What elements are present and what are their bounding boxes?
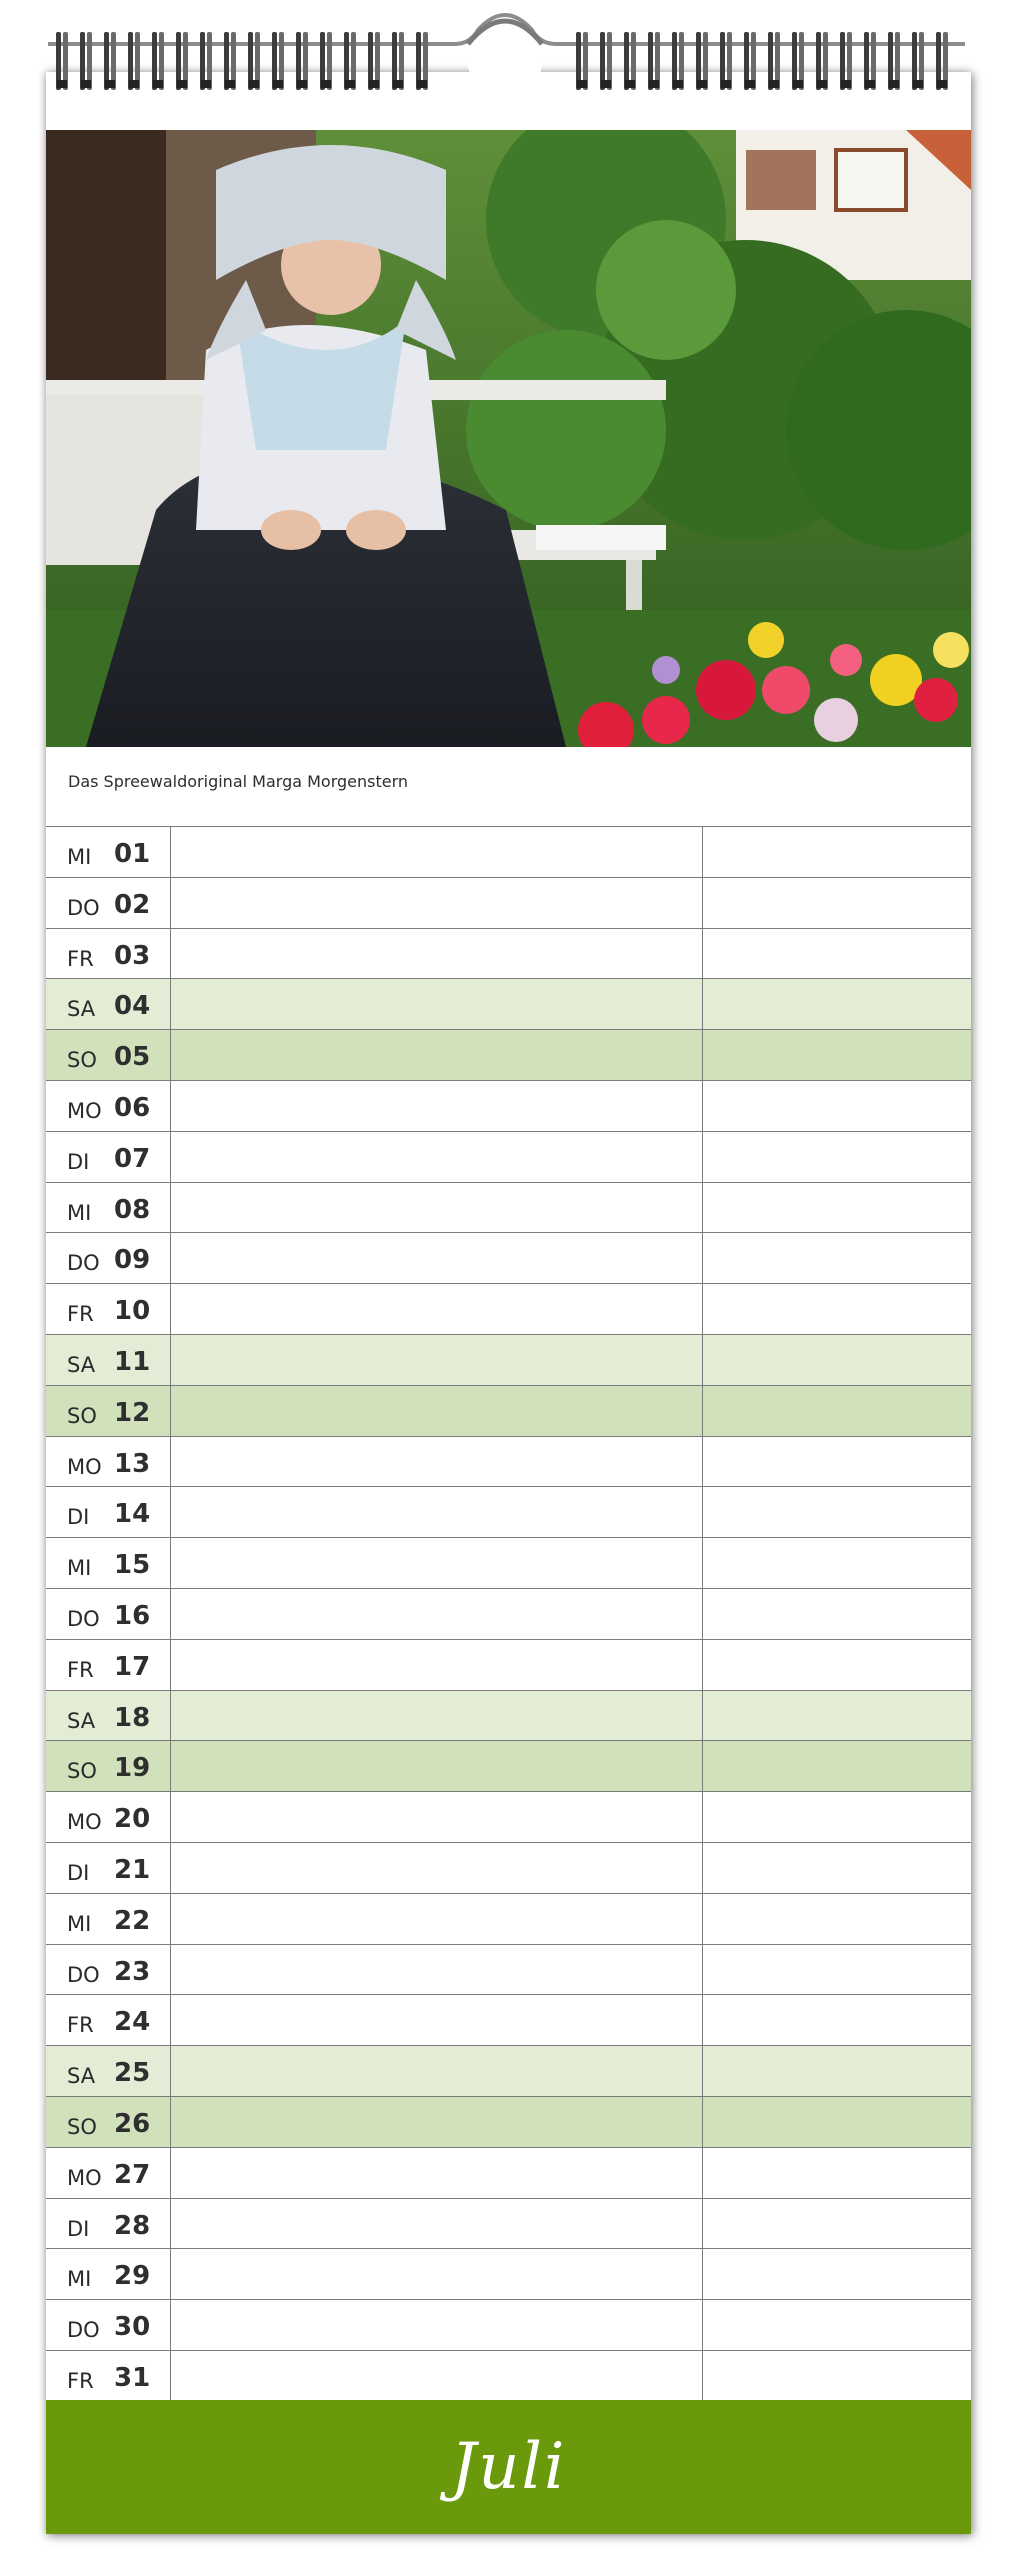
spiral-coil — [176, 32, 188, 90]
day-row — [46, 1538, 971, 1589]
weekday-label: SA — [67, 2064, 96, 2089]
weekday-label: DI — [67, 2216, 90, 2241]
day-number: 02 — [114, 889, 151, 920]
day-number: 03 — [114, 940, 151, 971]
day-number: 20 — [114, 1804, 151, 1835]
extra-notes-cell — [703, 1081, 971, 1131]
day-row — [46, 1183, 971, 1234]
spiral-coil — [248, 32, 260, 90]
day-number: 12 — [114, 1397, 151, 1428]
day-label-cell — [46, 1081, 171, 1131]
day-label-cell — [46, 2249, 171, 2299]
spiral-coil — [80, 32, 92, 90]
spiral-coil — [720, 32, 732, 90]
day-label-cell — [46, 1030, 171, 1080]
notes-cell — [171, 1792, 703, 1842]
calendar-photo — [46, 130, 971, 747]
weekday-label: SO — [67, 1048, 97, 1073]
day-number: 05 — [114, 1042, 151, 1073]
day-row — [46, 2199, 971, 2250]
extra-notes-cell — [703, 1792, 971, 1842]
spiral-coil — [936, 32, 948, 90]
spiral-coil — [912, 32, 924, 90]
day-number: 15 — [114, 1550, 151, 1581]
spiral-coil — [224, 32, 236, 90]
day-row — [46, 2249, 971, 2300]
day-row — [46, 2148, 971, 2199]
day-number: 01 — [114, 839, 151, 869]
day-row — [46, 1386, 971, 1437]
day-row — [46, 1843, 971, 1894]
day-label-cell — [46, 1894, 171, 1944]
calendar-page — [46, 72, 971, 2534]
weekday-label: DO — [67, 895, 100, 920]
weekday-label: MI — [67, 1911, 92, 1936]
day-label-cell — [46, 1843, 171, 1893]
weekday-label: DI — [67, 1505, 90, 1530]
day-row — [46, 1589, 971, 1640]
weekday-label: DO — [67, 2318, 100, 2343]
day-row — [46, 1945, 971, 1996]
spiral-coil — [368, 32, 380, 90]
notes-cell — [171, 979, 703, 1029]
extra-notes-cell — [703, 979, 971, 1029]
day-number: 27 — [114, 2159, 151, 2190]
day-label-cell — [46, 1691, 171, 1741]
weekday-label: MI — [67, 845, 92, 869]
weekday-label: MI — [67, 2267, 92, 2292]
day-number: 19 — [114, 1753, 151, 1784]
spiral-coil — [272, 32, 284, 90]
day-row — [46, 1081, 971, 1132]
extra-notes-cell — [703, 2351, 971, 2401]
day-row — [46, 1335, 971, 1386]
day-row — [46, 929, 971, 980]
day-label-cell — [46, 929, 171, 979]
weekday-label: SA — [67, 1352, 96, 1377]
notes-cell — [171, 1843, 703, 1893]
extra-notes-cell — [703, 1538, 971, 1588]
notes-cell — [171, 2148, 703, 2198]
extra-notes-cell — [703, 929, 971, 979]
extra-notes-cell — [703, 1741, 971, 1791]
extra-notes-cell — [703, 2046, 971, 2096]
day-row — [46, 1741, 971, 1792]
notes-cell — [171, 929, 703, 979]
notes-cell — [171, 1995, 703, 2045]
day-row — [46, 2097, 971, 2148]
day-row — [46, 1487, 971, 1538]
notes-cell — [171, 1183, 703, 1233]
weekday-label: FR — [67, 946, 94, 971]
day-label-cell — [46, 1335, 171, 1385]
day-label-cell — [46, 2097, 171, 2147]
weekday-label: MO — [67, 1454, 102, 1479]
spiral-coil — [200, 32, 212, 90]
weekday-label: SO — [67, 2114, 97, 2139]
day-number: 04 — [114, 991, 151, 1022]
extra-notes-cell — [703, 1640, 971, 1690]
day-row — [46, 2300, 971, 2351]
notes-cell — [171, 1894, 703, 1944]
day-label-cell — [46, 1132, 171, 1182]
weekday-label: DO — [67, 1251, 100, 1276]
extra-notes-cell — [703, 2199, 971, 2249]
spiral-coil — [696, 32, 708, 90]
day-label-cell — [46, 979, 171, 1029]
extra-notes-cell — [703, 2249, 971, 2299]
notes-cell — [171, 878, 703, 928]
notes-cell — [171, 1538, 703, 1588]
notes-cell — [171, 1640, 703, 1690]
weekday-label: DO — [67, 1606, 100, 1631]
day-label-cell — [46, 2046, 171, 2096]
notes-cell — [171, 1233, 703, 1283]
spiral-coil — [576, 32, 588, 90]
day-row — [46, 1233, 971, 1284]
notes-cell — [171, 2351, 703, 2401]
notes-cell — [171, 1437, 703, 1487]
extra-notes-cell — [703, 1437, 971, 1487]
day-label-cell — [46, 1589, 171, 1639]
notes-cell — [171, 1284, 703, 1334]
spiral-coil — [672, 32, 684, 90]
day-label-cell — [46, 1233, 171, 1283]
day-number: 07 — [114, 1143, 151, 1174]
spiral-coil — [128, 32, 140, 90]
spiral-coil — [392, 32, 404, 90]
month-title: Juli — [450, 2430, 567, 2504]
notes-cell — [171, 1691, 703, 1741]
day-row — [46, 1284, 971, 1335]
extra-notes-cell — [703, 1589, 971, 1639]
day-row — [46, 1995, 971, 2046]
spiral-coil — [888, 32, 900, 90]
extra-notes-cell — [703, 1386, 971, 1436]
day-number: 23 — [114, 1956, 151, 1987]
day-number: 14 — [114, 1499, 151, 1530]
spiral-coil — [840, 32, 852, 90]
extra-notes-cell — [703, 1691, 971, 1741]
spiral-coil — [792, 32, 804, 90]
spiral-coil — [56, 32, 68, 90]
extra-notes-cell — [703, 1284, 971, 1334]
notes-cell — [171, 1030, 703, 1080]
weekday-label: FR — [67, 2368, 94, 2393]
notes-cell — [171, 1487, 703, 1537]
notes-cell — [171, 2199, 703, 2249]
weekday-label: SA — [67, 1708, 96, 1733]
weekday-label: MI — [67, 1200, 92, 1225]
spiral-coil — [600, 32, 612, 90]
day-label-cell — [46, 1487, 171, 1537]
day-number: 30 — [114, 2312, 151, 2343]
day-row — [46, 1132, 971, 1183]
day-label-cell — [46, 2351, 171, 2401]
extra-notes-cell — [703, 1945, 971, 1995]
spiral-coil — [152, 32, 164, 90]
calendar-grid — [46, 826, 971, 2402]
day-label-cell — [46, 827, 171, 877]
day-row — [46, 1792, 971, 1843]
extra-notes-cell — [703, 1894, 971, 1944]
spiral-coil — [416, 32, 428, 90]
extra-notes-cell — [703, 2300, 971, 2350]
weekday-label: SO — [67, 1759, 97, 1784]
day-label-cell — [46, 1386, 171, 1436]
spiral-coil — [296, 32, 308, 90]
weekday-label: DO — [67, 1962, 100, 1987]
day-number: 21 — [114, 1854, 151, 1885]
day-label-cell — [46, 1792, 171, 1842]
day-row — [46, 2046, 971, 2097]
extra-notes-cell — [703, 1030, 971, 1080]
notes-cell — [171, 2046, 703, 2096]
day-label-cell — [46, 1640, 171, 1690]
day-number: 25 — [114, 2058, 151, 2089]
day-label-cell — [46, 2300, 171, 2350]
day-label-cell — [46, 1437, 171, 1487]
extra-notes-cell — [703, 1487, 971, 1537]
extra-notes-cell — [703, 1335, 971, 1385]
day-number: 17 — [114, 1651, 151, 1682]
weekday-label: FR — [67, 1657, 94, 1682]
day-row — [46, 827, 971, 878]
day-row — [46, 878, 971, 929]
extra-notes-cell — [703, 878, 971, 928]
spiral-binding — [0, 0, 1011, 110]
extra-notes-cell — [703, 1843, 971, 1893]
day-label-cell — [46, 2148, 171, 2198]
notes-cell — [171, 1945, 703, 1995]
day-number: 18 — [114, 1702, 151, 1733]
notes-cell — [171, 1132, 703, 1182]
day-number: 08 — [114, 1194, 151, 1225]
spiral-coil — [104, 32, 116, 90]
day-number: 28 — [114, 2210, 151, 2241]
extra-notes-cell — [703, 1233, 971, 1283]
day-number: 22 — [114, 1905, 151, 1936]
day-number: 10 — [114, 1296, 151, 1327]
day-number: 29 — [114, 2261, 151, 2292]
notes-cell — [171, 1386, 703, 1436]
spiral-coil — [320, 32, 332, 90]
notes-cell — [171, 2097, 703, 2147]
spiral-coil — [744, 32, 756, 90]
day-row — [46, 1640, 971, 1691]
notes-cell — [171, 2249, 703, 2299]
day-row — [46, 1437, 971, 1488]
weekday-label: MO — [67, 1810, 102, 1835]
day-label-cell — [46, 1945, 171, 1995]
day-label-cell — [46, 2199, 171, 2249]
notes-cell — [171, 2300, 703, 2350]
spiral-coil — [864, 32, 876, 90]
notes-cell — [171, 1081, 703, 1131]
spiral-coil — [648, 32, 660, 90]
spiral-coil — [344, 32, 356, 90]
day-row — [46, 1030, 971, 1081]
day-number: 06 — [114, 1092, 151, 1123]
weekday-label: SO — [67, 1403, 97, 1428]
day-number: 13 — [114, 1448, 151, 1479]
spiral-coil — [816, 32, 828, 90]
extra-notes-cell — [703, 1132, 971, 1182]
notes-cell — [171, 1589, 703, 1639]
weekday-label: MI — [67, 1556, 92, 1581]
month-footer — [46, 2400, 971, 2534]
extra-notes-cell — [703, 2148, 971, 2198]
day-row — [46, 979, 971, 1030]
photo-caption: Das Spreewaldoriginal Marga Morgenstern — [68, 772, 409, 791]
day-label-cell — [46, 878, 171, 928]
notes-cell — [171, 1741, 703, 1791]
day-number: 31 — [114, 2362, 151, 2393]
day-number: 26 — [114, 2108, 151, 2139]
day-number: 24 — [114, 2007, 151, 2038]
extra-notes-cell — [703, 827, 971, 877]
weekday-label: SA — [67, 997, 96, 1022]
weekday-label: FR — [67, 2013, 94, 2038]
weekday-label: MO — [67, 1098, 102, 1123]
day-row — [46, 1691, 971, 1742]
day-number: 11 — [114, 1346, 151, 1377]
day-label-cell — [46, 1284, 171, 1334]
extra-notes-cell — [703, 2097, 971, 2147]
extra-notes-cell — [703, 1995, 971, 2045]
weekday-label: DI — [67, 1860, 90, 1885]
day-label-cell — [46, 1538, 171, 1588]
spiral-coil — [624, 32, 636, 90]
notes-cell — [171, 1335, 703, 1385]
day-row — [46, 1894, 971, 1945]
extra-notes-cell — [703, 1183, 971, 1233]
day-label-cell — [46, 1741, 171, 1791]
weekday-label: DI — [67, 1149, 90, 1174]
spiral-coil — [768, 32, 780, 90]
day-number: 16 — [114, 1600, 151, 1631]
day-label-cell — [46, 1183, 171, 1233]
notes-cell — [171, 827, 703, 877]
weekday-label: FR — [67, 1302, 94, 1327]
weekday-label: MO — [67, 2165, 102, 2190]
day-number: 09 — [114, 1245, 151, 1276]
day-label-cell — [46, 1995, 171, 2045]
day-row — [46, 2351, 971, 2402]
